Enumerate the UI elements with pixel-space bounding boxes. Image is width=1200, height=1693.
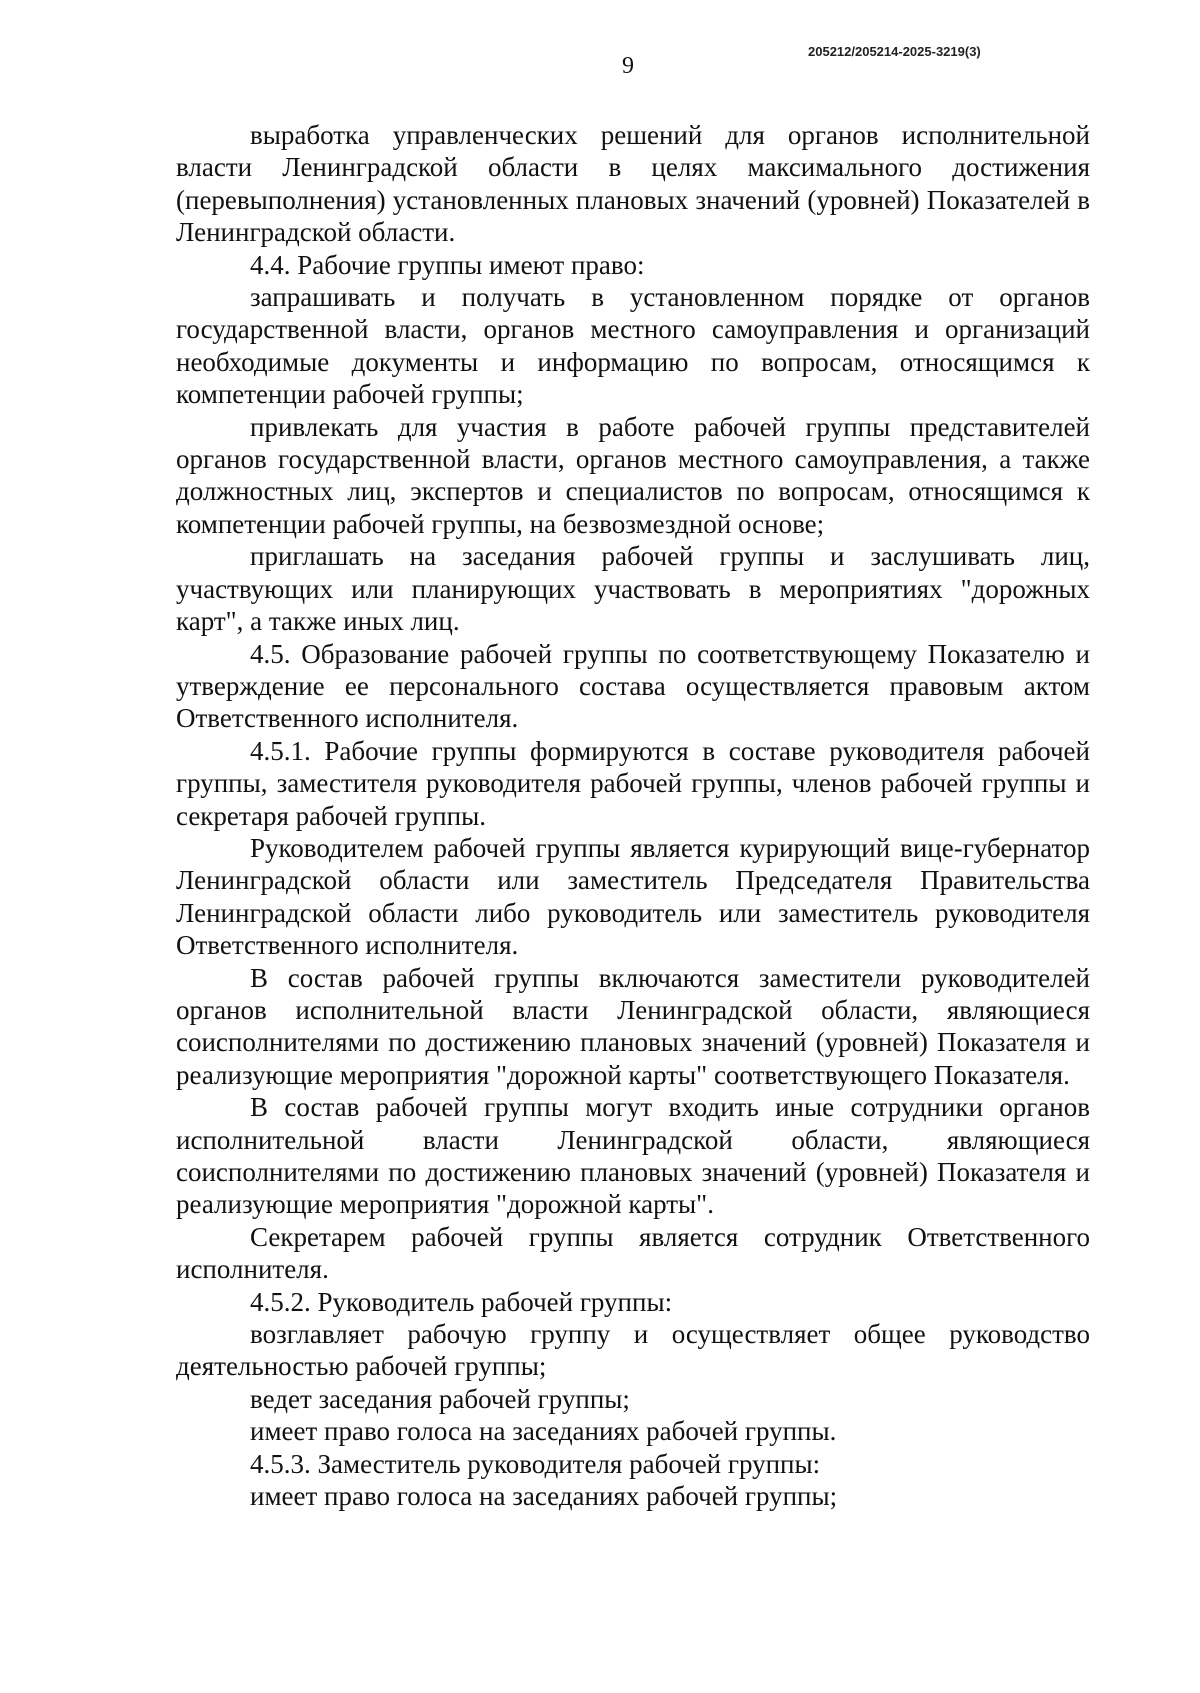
document-code: 205212/205214-2025-3219(3) bbox=[808, 44, 981, 59]
paragraph: Секретарем рабочей группы является сотрудник Ответственного исполнителя. bbox=[176, 1221, 1090, 1285]
paragraph: Руководителем рабочей группы является курирующий вице-губернатор Ленинградской области или заместитель Председателя Правительства Ленинградской области либо руководитель или заместитель руководителя Ответственного исполнителя. bbox=[176, 832, 1090, 961]
document-body bbox=[176, 119, 1090, 1512]
section-heading-4-4: 4.4. Рабочие группы имеют право: bbox=[250, 249, 645, 280]
paragraph: выработка управленческих решений для органов исполнительной власти Ленинградской области в целях максимального достижения (перевыполнения) установленных плановых значений (уровней) Показателей в Ленинградской области. bbox=[176, 120, 1090, 248]
paragraph: имеет право голоса на заседаниях рабочей группы. bbox=[250, 1416, 837, 1447]
paragraph: приглашать на заседания рабочей группы и заслушивать лиц, участвующих или планирующих участвовать в мероприятиях "дорожных карт", а также иных лиц. bbox=[176, 541, 1090, 637]
page-number: 9 bbox=[622, 53, 634, 79]
section-paragraph-4-5-1: 4.5.1. Рабочие группы формируются в составе руководителя рабочей группы, заместителя руководителя рабочей группы, членов рабочей группы и секретаря рабочей группы. bbox=[176, 735, 1090, 831]
paragraph: запрашивать и получать в установленном порядке от органов государственной власти, органов местного самоуправления и организаций необходимые документы и информацию по вопросам, относящимся к компетенции рабочей группы; bbox=[176, 282, 1090, 410]
paragraph: В состав рабочей группы могут входить иные сотрудники органов исполнительной власти Ленинградской области, являющиеся соисполнителями по достижению плановых значений (уровней) Показателя и реализующие мероприятия "дорожной карты". bbox=[176, 1092, 1090, 1220]
paragraph: привлекать для участия в работе рабочей группы представителей органов государственной власти, органов местного самоуправления, а также должностных лиц, экспертов и специалистов по вопросам, относящимся к компетенции рабочей группы, на безвозмездной основе; bbox=[176, 411, 1090, 539]
paragraph: возглавляет рабочую группу и осуществляет общее руководство деятельностью рабочей группы; bbox=[176, 1319, 1090, 1382]
paragraph: В состав рабочей группы включаются заместители руководителей органов исполнительной власти Ленинградской области, являющиеся соисполнителями по достижению плановых значений (уровней) Показателя и реализующие мероприятия "дорожной карты" соответствующего Показателя. bbox=[176, 962, 1090, 1090]
section-paragraph-4-5: 4.5. Образование рабочей группы по соответствующему Показателю и утверждение ее персонального состава осуществляется правовым актом Ответственного исполнителя. bbox=[176, 638, 1090, 734]
paragraph: имеет право голоса на заседаниях рабочей группы; bbox=[250, 1481, 838, 1512]
section-heading-4-5-3: 4.5.3. Заместитель руководителя рабочей группы: bbox=[250, 1448, 821, 1479]
section-heading-4-5-2: 4.5.2. Руководитель рабочей группы: bbox=[250, 1286, 673, 1317]
paragraph: ведет заседания рабочей группы; bbox=[250, 1383, 630, 1414]
